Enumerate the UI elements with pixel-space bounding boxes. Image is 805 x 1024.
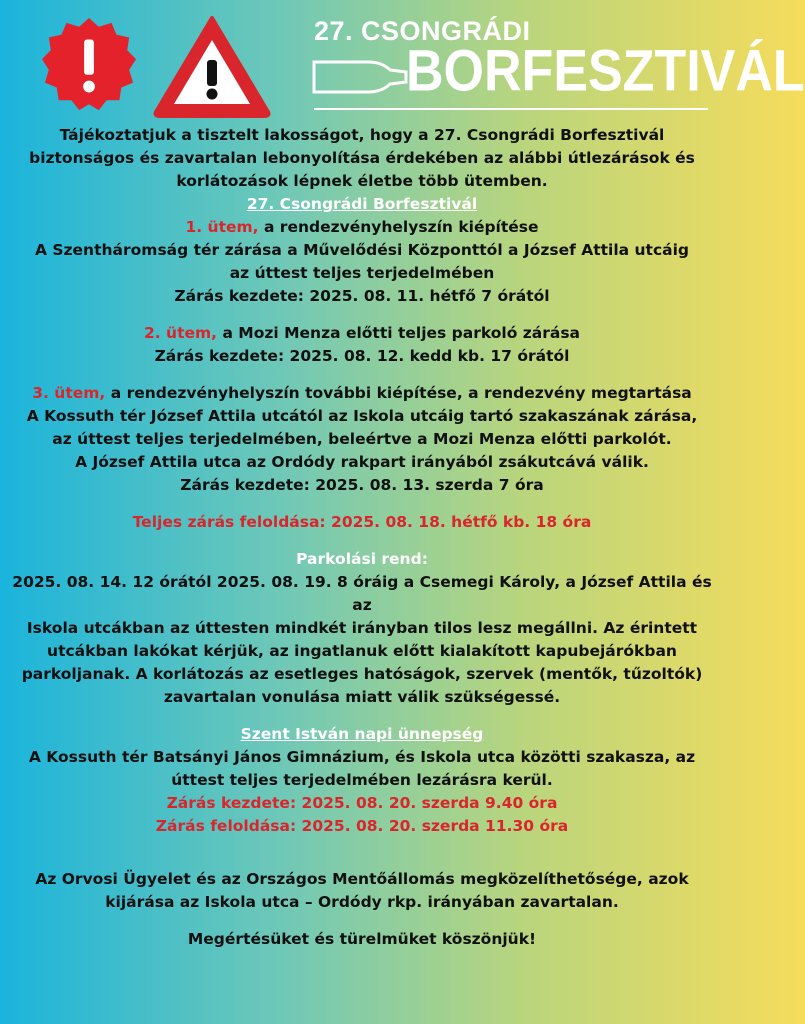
parking-line: parkoljanak. A korlátozás az esetleges hatóságok, szervek (mentők, tűzoltók) [21, 665, 703, 683]
intro-line: Tájékoztatjuk a tisztelt lakosságot, hogy a 27. Csongrádi Borfesztivál [59, 126, 665, 144]
logo-divider [314, 108, 708, 110]
parking-line: zavartalan vonulása miatt válik szükségessé. [163, 688, 561, 706]
phase2-start: Zárás kezdete: 2025. 08. 12. kedd kb. 17 órától [154, 347, 570, 365]
festival-logo [308, 8, 805, 112]
phase2-label: 2. ütem, [143, 324, 218, 342]
footer-line: Az Orvosi Ügyelet és az Országos Mentőállomás megközelíthetősége, azok [35, 870, 689, 888]
section2-line: A Kossuth tér Batsányi János Gimnázium, és Iskola utca közötti szakasza, az [28, 748, 696, 766]
phase1-line: A Szentháromság tér zárása a Művelődési Központtól a József Attila utcáig [34, 241, 690, 259]
phase3-start: Zárás kezdete: 2025. 08. 13. szerda 7 óra [180, 476, 544, 494]
phase1-text: a rendezvényhelyszín kiépítése [258, 218, 539, 236]
phase1-label: 1. ütem, [185, 218, 259, 236]
exclamation-badge-icon [40, 16, 138, 114]
logo-line2: BORFESZTIVÁL [406, 39, 805, 105]
section2-start: Zárás kezdete: 2025. 08. 20. szerda 9.40 óra [166, 794, 558, 812]
parking-line: Iskola utcákban az úttesten mindkét irányban tilos lesz megállni. Az érintett [26, 619, 698, 637]
logo-line1: 27. CSONGRÁDI [314, 16, 531, 46]
phase1-heading [0, 216, 724, 239]
phase2-heading [0, 322, 724, 345]
section-title-borfesztival: 27. Csongrádi Borfesztivál [246, 195, 478, 213]
phase3-text: a rendezvényhelyszín további kiépítése, a rendezvény megtartása [105, 384, 692, 402]
header [0, 0, 805, 118]
intro-line: biztonságos és zavartalan lebonyolítása érdekében az alábbi útlezárások és [29, 149, 695, 167]
phase3-line: A Kossuth tér József Attila utcától az Iskola utcáig tartó szakaszának zárása, [26, 407, 698, 425]
phase2-text: a Mozi Menza előtti teljes parkoló zárása [217, 324, 581, 342]
phase3-heading [0, 382, 724, 405]
full-release: Teljes zárás feloldása: 2025. 08. 18. hétfő kb. 18 óra [132, 513, 592, 531]
phase3-label: 3. ütem, [32, 384, 106, 402]
parking-line: 2025. 08. 14. 12 órától 2025. 08. 19. 8 óráig a Csemegi Károly, a József Attila és az [12, 573, 712, 614]
section-title-szent-istvan: Szent István napi ünnepség [240, 725, 484, 743]
intro-line: korlátozások lépnek életbe több ütemben. [176, 172, 548, 190]
phase3-line: A József Attila utca az Ordódy rakpart irányából zsákutcává válik. [75, 453, 649, 471]
wine-bottle-icon [310, 52, 420, 102]
phase1-line: az úttest teljes terjedelmében [229, 264, 495, 282]
notice-body [0, 124, 724, 951]
section2-end: Zárás feloldása: 2025. 08. 20. szerda 11.30 óra [155, 817, 569, 835]
phase3-line: az úttest teljes terjedelmében, beleértve a Mozi Menza előtti parkolót. [52, 430, 672, 448]
footer-line: kijárása az Iskola utca – Ordódy rkp. irányában zavartalan. [105, 893, 619, 911]
section2-line: úttest teljes terjedelmében lezárásra kerül. [171, 771, 553, 789]
thanks-line: Megértésüket és türelmüket köszönjük! [187, 930, 537, 948]
phase1-start: Zárás kezdete: 2025. 08. 11. hétfő 7 órától [174, 287, 550, 305]
parking-line: utcákban lakókat kérjük, az ingatlanuk előtt kialakított kapubejárókban [47, 642, 677, 660]
parking-title: Parkolási rend: [296, 550, 428, 568]
warning-triangle-icon [152, 14, 272, 118]
